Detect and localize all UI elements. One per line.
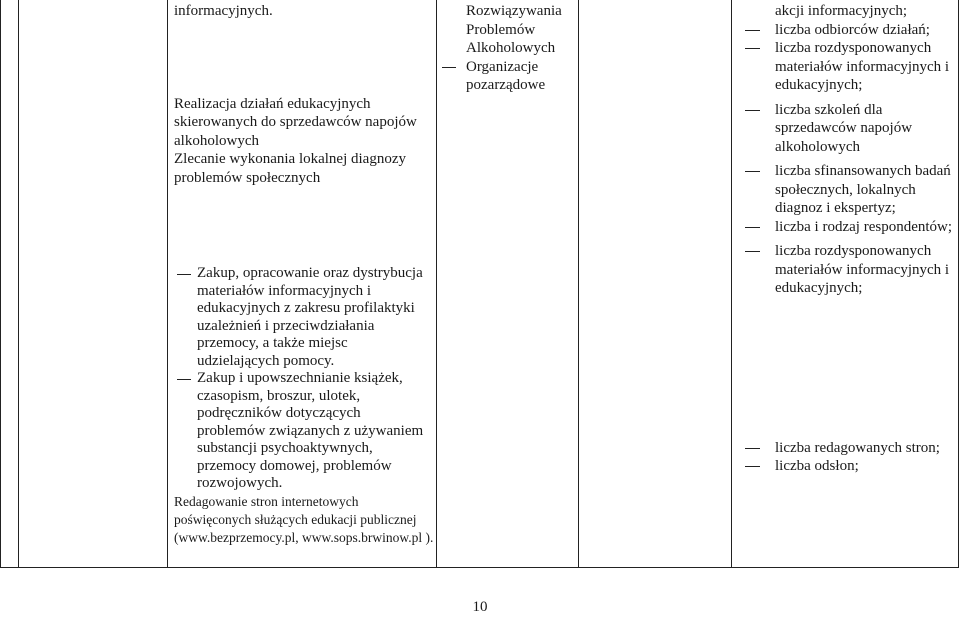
indicators-cell [775, 2, 957, 476]
executor-dash-item: Organizacje pozarządowe [466, 58, 574, 95]
column-divider-4 [578, 0, 579, 568]
indicator-item: liczba rozdysponowanych materiałów informacyjnych i edukacyjnych; [775, 242, 957, 298]
indicator-item: liczba i rodzaj respondentów; [775, 218, 957, 237]
column-divider-3 [436, 0, 437, 568]
executors-cell [466, 2, 574, 95]
column-divider-2 [167, 0, 168, 568]
activities-lead-fragment: informacyjnych. [174, 3, 273, 19]
indicators-lead-fragment: akcji informacyjnych; [775, 3, 908, 19]
activity-item: Zlecanie wykonania lokalnej diagnozy problemów społecznych [174, 151, 406, 186]
indicator-item: liczba odbiorców działań; [775, 21, 957, 40]
activity-item: Redagowanie stron internetowych poświęconych służących edukacji publicznej (www.bezprzemocy.pl, www.sops.brwinow.pl ). [174, 493, 434, 545]
indicator-item: liczba rozdysponowanych materiałów informacyjnych i edukacyjnych; [775, 39, 957, 95]
table-border-bottom [0, 567, 959, 568]
activity-dash-item: Zakup, opracowanie oraz dystrybucja materiałów informacyjnych i edukacyjnych z zakresu profilaktyki uzależnień i przeciwdziałania przemocy, a także miejsc udzielających pomocy. [174, 265, 432, 370]
column-divider-5 [731, 0, 732, 568]
page-number: 10 [472, 599, 488, 615]
table-border-right [958, 0, 959, 568]
activity-item: Realizacja działań edukacyjnych skierowanych do sprzedawców napojów alkoholowych [174, 95, 417, 149]
indicator-item: liczba redagowanych stron; [775, 439, 957, 458]
indicator-item: liczba sfinansowanych badań społecznych, lokalnych diagnoz i ekspertyz; [775, 162, 957, 218]
indicator-item: liczba szkoleń dla sprzedawców napojów alkoholowych [775, 101, 957, 157]
executor-text: Rozwiązywania Problemów Alkoholowych [466, 3, 562, 56]
table-border-left [0, 0, 1, 568]
activities-cell [174, 2, 432, 547]
column-divider-1 [18, 0, 19, 568]
indicator-item: liczba odsłon; [775, 457, 957, 476]
activity-dash-item: Zakup i upowszechnianie książek, czasopism, broszur, ulotek, podręczników dotyczących problemów związanych z używaniem substancji psychoaktywnych, przemocy domowej, problemów rozwojowych. [174, 370, 432, 493]
